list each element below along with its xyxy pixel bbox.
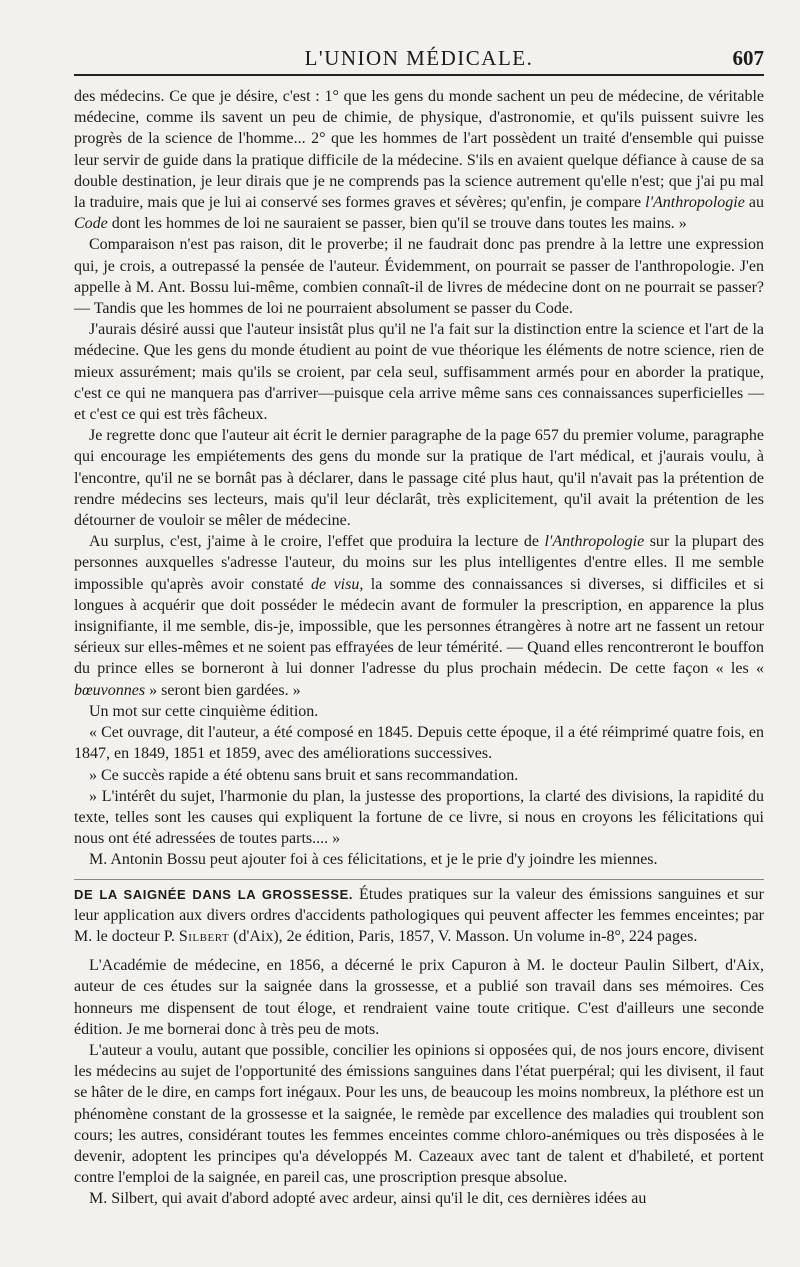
paragraph: Je regrette donc que l'auteur ait écrit le dernier paragraphe de la page 657 du premier volume, paragraphe qui encourage les empiétements des gens du monde sur la pratique de l'art médical, et j'aurais voulu, à l'encontre, qu'il ne se bornât pas à déclarer, dans le passage cité plus haut, qu'il n'avait pas la prétention de rendre médecins ses lecteurs, mais qu'il leur déclarât, très explicitement, qu'il avait la prétention de les détourner de vouloir se mêler de médecine.: [74, 427, 764, 530]
paragraph: Comparaison n'est pas raison, dit le proverbe; il ne faudrait donc pas prendre à la lettre une expression qui, je crois, a outrepassé la pensée de l'auteur. Évidemment, on pourrait se passer de l'anthropologie. J'en appelle à M. Ant. Bossu lui-même, combien connaît-il de livres de médecine dont on ne pourrait se passer? — Tandis que les hommes de loi ne pourraient absolument se passer du Code.: [74, 236, 764, 318]
paragraph: » L'intérêt du sujet, l'harmonie du plan, la justesse des proportions, la clarté des divisions, la rapidité du texte, telles sont les causes qui expliquent la fortune de ce livre, si nous en croyons les félicitations qui nous ont été adressées de toutes parts.... »: [74, 787, 764, 848]
paragraph: Un mot sur cette cinquième édition.: [89, 702, 319, 720]
section-heading: DE LA SAIGNÉE DANS LA GROSSESSE.: [74, 886, 354, 902]
review-section: [74, 879, 764, 1210]
paragraph: J'aurais désiré aussi que l'auteur insistât plus qu'il ne l'a fait sur la distinction entre la science et l'art de la médecine. Que les gens du monde étudient au point de vue théorique les éléments de notre science, rien de mieux assurément; mais qu'ils se croient, par cela seul, suffisamment armés pour en aborder la pratique, c'est ce qui ne manquera pas d'arriver—puisque cela arrive même sans ces connaissances superficielles — et c'est ce qui est très fâcheux.: [74, 321, 764, 424]
article-body: [74, 86, 764, 1210]
journal-title: L'UNION MÉDICALE.: [304, 46, 534, 70]
paragraph: L'Académie de médecine, en 1856, a décerné le prix Capuron à M. le docteur Paulin Silbert, d'Aix, auteur de ces études sur la saignée dans la grossesse, et a publié son travail dans ses mémoires. Ces honneurs me dispensent de tout éloge, et rendraient vaine toute critique. C'est d'ailleurs une seconde édition. Je me bornerai donc à très peu de mots.: [74, 957, 764, 1038]
paragraph: » Ce succès rapide a été obtenu sans bruit et sans recommandation.: [89, 766, 519, 784]
author-name: Silbert: [178, 927, 230, 945]
paragraph: M. Antonin Bossu peut ajouter foi à ces félicitations, et je le prie d'y joindre les miennes.: [89, 851, 658, 869]
paragraph: « Cet ouvrage, dit l'auteur, a été composé en 1845. Depuis cette époque, il a été réimprimé quatre fois, en 1847, en 1849, 1851 et 1859, avec des améliorations successives.: [74, 724, 764, 763]
paragraph: M. Silbert, qui avait d'abord adopté avec ardeur, ainsi qu'il le dit, ces dernières idées au: [89, 1190, 647, 1208]
section-heading-paragraph: DE LA SAIGNÉE DANS LA GROSSESSE. Études pratiques sur la valeur des émissions sanguines et sur leur application aux divers ordres d'accidents pathologiques qui peuvent affecter les femmes enceintes; par M. le docteur P. Silbert (d'Aix), 2e édition, Paris, 1857, V. Masson. Un volume in-8°, 224 pages.: [74, 885, 765, 945]
paragraph: L'auteur a voulu, autant que possible, concilier les opinions si opposées qui, de nos jours encore, divisent les médecins au sujet de l'opportunité des émissions sanguines dans l'état puerpéral; qui les divisent, il faut se hâter de le dire, en camps fort inégaux. Pour les uns, de beaucoup les moins nombreux, la pléthore est un phénomène constant de la grossesse et la saignée, le remède par excellence des maladies qui troublent son cours; les autres, considérant toutes les femmes enceintes comme chloro-anémiques ou très disposées à le devenir, adoptent les principes qu'a développés M. Cazeaux avec tant de talent et d'habileté, et portent contre l'emploi de la saignée, en pareil cas, une proscription presque absolue.: [74, 1041, 764, 1187]
running-header: [74, 42, 764, 76]
paragraph: des médecins. Ce que je désire, c'est : 1° que les gens du monde sachent un peu de médecine, de véritable médecine, comme ils savent un peu de chimie, de physique, d'astronomie, et qu'ils puissent suivre les progrès de la science de l'homme... 2° que les hommes de l'art possèdent un traité d'ensemble qui puisse leur servir de guide dans la pratique difficile de la médecine. S'ils en avaient quelque défiance à cause de sa double destination, je leur dirais que je ne comprends pas la science autrement qu'elle n'est; que j'ai pu mal la traduire, mais que je lui ai conservé ses formes graves et sévères; qu'enfin, je compare l'Anthropologie au Code dont les hommes de loi ne sauraient se passer, bien qu'il se trouve dans toutes les mains. »: [74, 88, 764, 233]
paragraph: Au surplus, c'est, j'aime à le croire, l'effet que produira la lecture de l'Anthropologie sur la plupart des personnes auxquelles s'adresse l'auteur, du moins sur les plus intelligentes d'entre elles. Il me semble impossible qu'après avoir constaté de visu, la somme des connaissances si diverses, si difficiles et si longues à acquérir que doit posséder le médecin avant de formuler la prescription, en apparence la plus insignifiante, il me semble, dis-je, impossible, que les personnes étrangères à notre art ne fassent un retour sérieux sur elles-mêmes et ne soient pas effrayées de leur témérité. — Quand elles rencontreront le bouffon du prince elles se borneront à lui donner l'adresse du plus prochain médecin. De cette façon « les « bœuvonnes » seront bien gardées. »: [74, 533, 765, 699]
page-number: 607: [732, 46, 764, 70]
